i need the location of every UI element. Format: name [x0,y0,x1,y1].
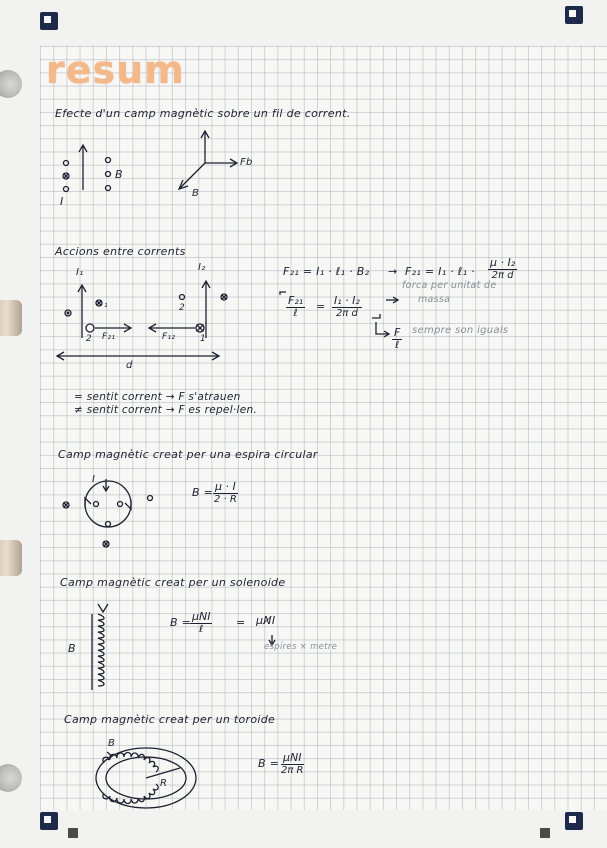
toroid-windings-bottom [103,784,158,804]
label-I1: I₁ [76,267,84,278]
label-I2: I₂ [198,262,206,273]
fraction-denominator: ℓ [293,308,298,319]
rule-opposite-direction: ≠ sentit corrent → F es repel·len. [74,404,258,416]
section1-heading: Efecte d'un camp magnètic sobre un fil de corrent. [55,107,351,120]
label-2-small: 2 [179,303,186,313]
toroid-formula-lhs: B = [258,757,280,770]
equation-force-1-arrow: → [388,265,398,278]
fraction-denominator: 2π d [335,308,358,319]
note-force-per-unit-2: massa [418,294,451,305]
equation-force-1: F₂₁ = I₁ · ℓ₁ · B₂ [283,265,370,278]
label-F21: F₂₁ [102,332,116,342]
label-B-field: B [115,168,123,181]
toroid-radius [146,768,180,778]
section2-heading: Accions entre corrents [55,245,186,258]
solenoid-label-B: B [68,642,76,655]
fraction-numerator: F [394,326,401,339]
fraction-numerator: μ · I [215,480,236,493]
loop-label-I: I [92,474,96,485]
rule-same-direction: = sentit corrent → F s'atrauen [74,391,241,403]
fraction-numerator: I₁ · I₂ [334,294,360,307]
toroid-label-R: R [160,778,168,789]
note-always-equal: sempre son iguals [412,325,509,336]
label-2-bottom: 2 [86,334,93,344]
loop-formula-lhs: B = [192,486,214,499]
section5-heading: Camp magnètic creat per un toroide [64,713,276,726]
page-title: resum [46,48,185,92]
equation-force-1-mid: F₂₁ = I₁ · ℓ₁ · [405,265,475,278]
section4-heading: Camp magnètic creat per un solenoide [60,576,286,589]
toroid-label-B: B [108,738,116,749]
fraction-denominator: ℓ [395,340,400,351]
label-Fb: Fb [240,157,253,168]
solenoid-formula-rhs: μN̸I [256,614,276,627]
fraction-denominator: 2 · R [213,494,237,505]
label-1-small: ₁ [104,300,108,310]
fraction-denominator: 2π R [281,765,304,776]
fraction-denominator: ℓ [199,624,204,635]
solenoid-formula-lhs: B = [170,616,192,629]
fraction-numerator: μNI [192,610,211,623]
toroid-formula-fraction [281,751,304,776]
label-1-bottom: 1 [200,334,207,344]
equals-sign: = [316,300,326,313]
note-force-per-unit: forca per unitat de [402,280,497,291]
section3-heading: Camp magnètic creat per una espira circular [58,448,318,461]
label-B-axis: B [192,188,200,199]
solenoid-note-turns-per-metre: espires × metre [264,642,338,652]
fraction-numerator: μ · I₂ [490,256,516,269]
solenoid-formula-equals: = [236,616,246,629]
label-F12: F₁₂ [162,332,176,342]
fraction-denominator: 2π d [491,270,514,281]
label-d: d [126,360,133,371]
fraction-numerator: F₂₁ [288,294,304,307]
label-I-wire: I [60,195,64,208]
fraction-numerator: μNI [281,751,304,765]
